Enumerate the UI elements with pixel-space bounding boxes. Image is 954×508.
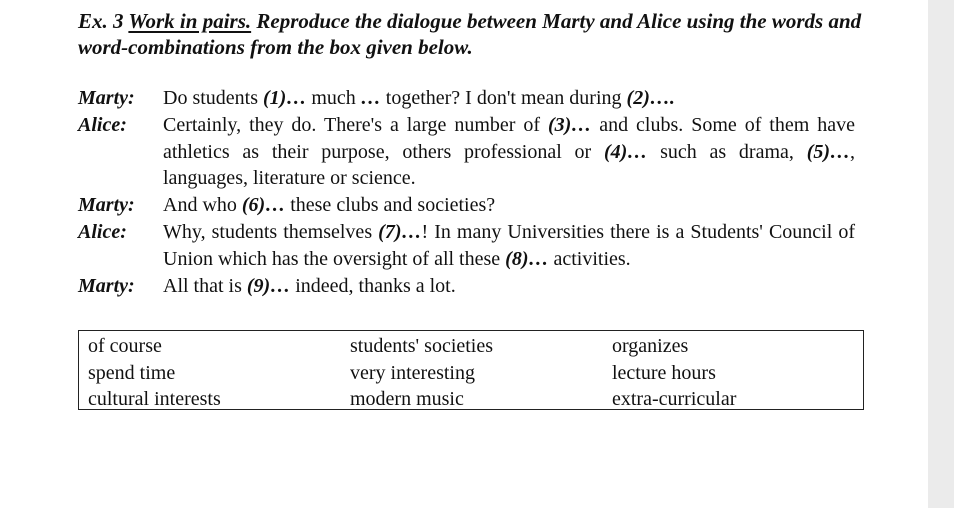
word-item: modern music [350,388,464,410]
blank-marker: (3)… [547,113,592,136]
exercise-heading [78,8,878,60]
word-item: of course [88,335,162,357]
word-column [612,333,736,413]
task-label: Work in pairs. [128,9,252,33]
scrollbar-track[interactable] [928,0,954,508]
blank-marker: … [360,87,381,109]
blank-marker: (4)… [603,140,648,163]
speech-text: Certainly, they do. There's a large number of (3)… and clubs. Some of them have athletics as their purpose, others professional or (4)… such as drama, (5)…, languages, literature or science. [163,113,856,190]
word-item: lecture hours [612,361,716,384]
word-item: spend time [88,361,176,384]
dialogue [78,85,878,299]
blank-marker: (8)… [505,247,549,270]
word-item: very interesting [350,361,475,384]
speech-text: Do students (1)… much … together? I don't mean during (2)…. [163,87,675,109]
speaker-name: Marty: [78,274,135,297]
speaker-name: Marty: [78,87,135,109]
speech-text: Why, students themselves (7)…! In many Universities there is a Students' Council of Union which has the oversight of all these (8)… activities. [163,220,855,270]
word-column [350,333,493,413]
dialogue-line [78,192,878,219]
speech-text: And who (6)… these clubs and societies? [163,194,496,217]
exercise-instruction: Reproduce the dialogue between Marty and Alice using the words and word-combinations from the box given below. [78,9,862,59]
speaker-name: Marty: [78,194,135,217]
dialogue-line [78,112,878,192]
dialogue-line [78,219,878,273]
blank-marker: (5)… [806,140,851,163]
blank-marker: (6)… [241,194,286,217]
dialogue-line [78,273,878,300]
blank-marker: (2)…. [626,87,675,109]
blank-marker: (9)… [246,274,291,297]
blank-marker: (1)… [263,87,307,109]
speech-text: All that is (9)… indeed, thanks a lot. [163,274,456,297]
word-box [78,330,864,410]
word-item: cultural interests [88,388,221,410]
speaker-name: Alice: [78,113,127,136]
word-item: organizes [612,335,689,357]
dialogue-line [78,85,878,112]
speaker-name: Alice: [78,220,127,243]
exercise-number: Ex. 3 [78,9,124,33]
word-item: students' societies [350,335,494,357]
exercise-page [78,8,878,299]
word-column [88,333,221,413]
blank-marker: (7)… [378,220,422,243]
word-item: extra-curricular [612,388,737,410]
